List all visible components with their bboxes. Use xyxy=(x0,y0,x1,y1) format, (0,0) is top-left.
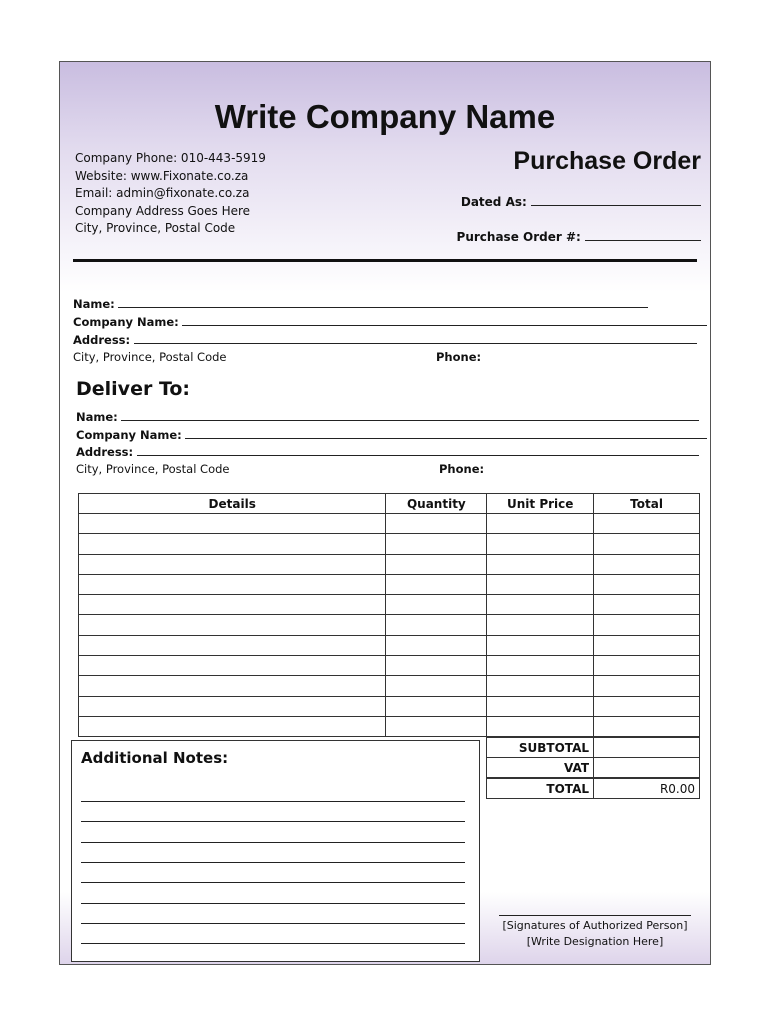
note-line[interactable] xyxy=(81,801,465,802)
table-row xyxy=(79,514,700,534)
header-total: Total xyxy=(594,494,700,514)
total-cell[interactable] xyxy=(594,676,700,696)
company-address: Company Address Goes Here xyxy=(75,203,251,218)
vat-value[interactable] xyxy=(594,758,700,779)
quantity-cell[interactable] xyxy=(386,615,487,635)
details-cell[interactable] xyxy=(79,534,386,554)
deliver-phone-label: Phone: xyxy=(439,462,485,476)
table-row xyxy=(79,676,700,696)
note-line[interactable] xyxy=(81,862,465,863)
company-name: Write Company Name xyxy=(214,98,556,135)
purchase-order-page xyxy=(59,61,711,965)
details-cell[interactable] xyxy=(79,574,386,594)
notes-title: Additional Notes: xyxy=(81,749,229,767)
dated-as-field[interactable] xyxy=(461,195,701,209)
total-row xyxy=(487,778,700,799)
supplier-phone-field[interactable] xyxy=(436,350,481,364)
table-row xyxy=(79,716,700,736)
supplier-name-line xyxy=(118,297,648,308)
details-cell[interactable] xyxy=(79,656,386,676)
deliver-address-label: Address: xyxy=(76,445,134,459)
deliver-company-field[interactable] xyxy=(76,428,707,442)
company-contact-block xyxy=(75,150,266,238)
details-cell[interactable] xyxy=(79,716,386,736)
supplier-name-field[interactable] xyxy=(73,297,648,311)
supplier-company-line xyxy=(182,315,707,326)
company-city: City, Province, Postal Code xyxy=(75,221,236,235)
dated-as-label: Dated As: xyxy=(460,195,527,209)
quantity-cell[interactable] xyxy=(386,534,487,554)
company-website: Website: www.Fixonate.co.za xyxy=(75,168,249,183)
note-line[interactable] xyxy=(81,842,465,843)
unit-price-cell[interactable] xyxy=(487,716,594,736)
vat-row xyxy=(487,758,700,779)
header-quantity: Quantity xyxy=(386,494,487,514)
total-value[interactable]: R0.00 xyxy=(594,778,700,799)
subtotal-row xyxy=(487,738,700,758)
po-number-label: Purchase Order #: xyxy=(456,230,581,244)
items-header-row xyxy=(79,494,700,514)
signature-caption: [Signatures of Authorized Person] xyxy=(502,919,688,932)
header-divider xyxy=(73,259,697,262)
deliver-phone-field[interactable] xyxy=(439,462,484,476)
company-email: Email: admin@fixonate.co.za xyxy=(75,186,250,200)
quantity-cell[interactable] xyxy=(386,656,487,676)
total-cell[interactable] xyxy=(594,635,700,655)
note-line[interactable] xyxy=(81,943,465,944)
note-line[interactable] xyxy=(81,821,465,822)
total-cell[interactable] xyxy=(594,615,700,635)
dated-as-line xyxy=(531,195,701,206)
deliver-name-label: Name: xyxy=(76,410,118,424)
table-row xyxy=(79,554,700,574)
table-row xyxy=(79,656,700,676)
table-row xyxy=(79,534,700,554)
total-label: TOTAL xyxy=(487,778,594,799)
details-cell[interactable] xyxy=(79,514,386,534)
note-line[interactable] xyxy=(81,882,465,883)
total-cell[interactable] xyxy=(594,514,700,534)
total-cell[interactable] xyxy=(594,554,700,574)
total-cell[interactable] xyxy=(594,574,700,594)
unit-price-cell[interactable] xyxy=(487,595,594,615)
quantity-cell[interactable] xyxy=(386,514,487,534)
totals-table xyxy=(486,737,700,799)
unit-price-cell[interactable] xyxy=(487,534,594,554)
details-cell[interactable] xyxy=(79,676,386,696)
deliver-address-line xyxy=(137,445,699,456)
deliver-company-line xyxy=(185,428,707,439)
details-cell[interactable] xyxy=(79,696,386,716)
subtotal-value[interactable] xyxy=(594,738,700,758)
unit-price-cell[interactable] xyxy=(487,676,594,696)
total-cell[interactable] xyxy=(594,716,700,736)
subtotal-label: SUBTOTAL xyxy=(487,738,594,758)
vat-label: VAT xyxy=(487,758,594,779)
unit-price-cell[interactable] xyxy=(487,615,594,635)
signature-line[interactable] xyxy=(499,915,691,916)
supplier-company-field[interactable] xyxy=(73,315,707,329)
header-details: Details xyxy=(79,494,386,514)
table-row xyxy=(79,574,700,594)
supplier-company-label: Company Name: xyxy=(73,315,179,329)
supplier-city-text: City, Province, Postal Code xyxy=(73,350,227,364)
total-cell[interactable] xyxy=(594,534,700,554)
unit-price-cell[interactable] xyxy=(487,635,594,655)
note-line[interactable] xyxy=(81,923,465,924)
supplier-name-label: Name: xyxy=(73,297,115,311)
quantity-cell[interactable] xyxy=(386,554,487,574)
deliver-to-heading: Deliver To: xyxy=(76,378,191,400)
quantity-cell[interactable] xyxy=(386,574,487,594)
unit-price-cell[interactable] xyxy=(487,574,594,594)
details-cell[interactable] xyxy=(79,635,386,655)
additional-notes-box[interactable] xyxy=(71,740,480,962)
header-unit-price: Unit Price xyxy=(487,494,594,514)
supplier-address-label: Address: xyxy=(73,333,131,347)
unit-price-cell[interactable] xyxy=(487,554,594,574)
deliver-name-field[interactable] xyxy=(76,410,699,424)
unit-price-cell[interactable] xyxy=(487,656,594,676)
quantity-cell[interactable] xyxy=(386,635,487,655)
details-cell[interactable] xyxy=(79,554,386,574)
po-number-line xyxy=(585,230,701,241)
total-cell[interactable] xyxy=(594,595,700,615)
company-phone: Company Phone: 010-443-5919 xyxy=(75,151,266,165)
note-line[interactable] xyxy=(81,903,465,904)
quantity-cell[interactable] xyxy=(386,595,487,615)
table-row xyxy=(79,615,700,635)
total-cell[interactable] xyxy=(594,696,700,716)
items-table xyxy=(78,493,700,737)
quantity-cell[interactable] xyxy=(386,716,487,736)
details-cell[interactable] xyxy=(79,595,386,615)
po-number-field[interactable] xyxy=(457,230,701,244)
table-row xyxy=(79,696,700,716)
document-title: Purchase Order xyxy=(513,147,701,175)
deliver-city-text: City, Province, Postal Code xyxy=(76,462,230,476)
deliver-address-field[interactable] xyxy=(76,445,699,459)
total-cell[interactable] xyxy=(594,656,700,676)
details-cell[interactable] xyxy=(79,615,386,635)
supplier-address-field[interactable] xyxy=(73,333,697,347)
designation-caption: [Write Designation Here] xyxy=(526,935,664,948)
table-row xyxy=(79,635,700,655)
quantity-cell[interactable] xyxy=(386,676,487,696)
table-row xyxy=(79,595,700,615)
unit-price-cell[interactable] xyxy=(487,514,594,534)
deliver-name-line xyxy=(121,410,699,421)
supplier-phone-label: Phone: xyxy=(436,350,482,364)
unit-price-cell[interactable] xyxy=(487,696,594,716)
deliver-company-label: Company Name: xyxy=(76,428,182,442)
supplier-address-line xyxy=(134,333,697,344)
quantity-cell[interactable] xyxy=(386,696,487,716)
